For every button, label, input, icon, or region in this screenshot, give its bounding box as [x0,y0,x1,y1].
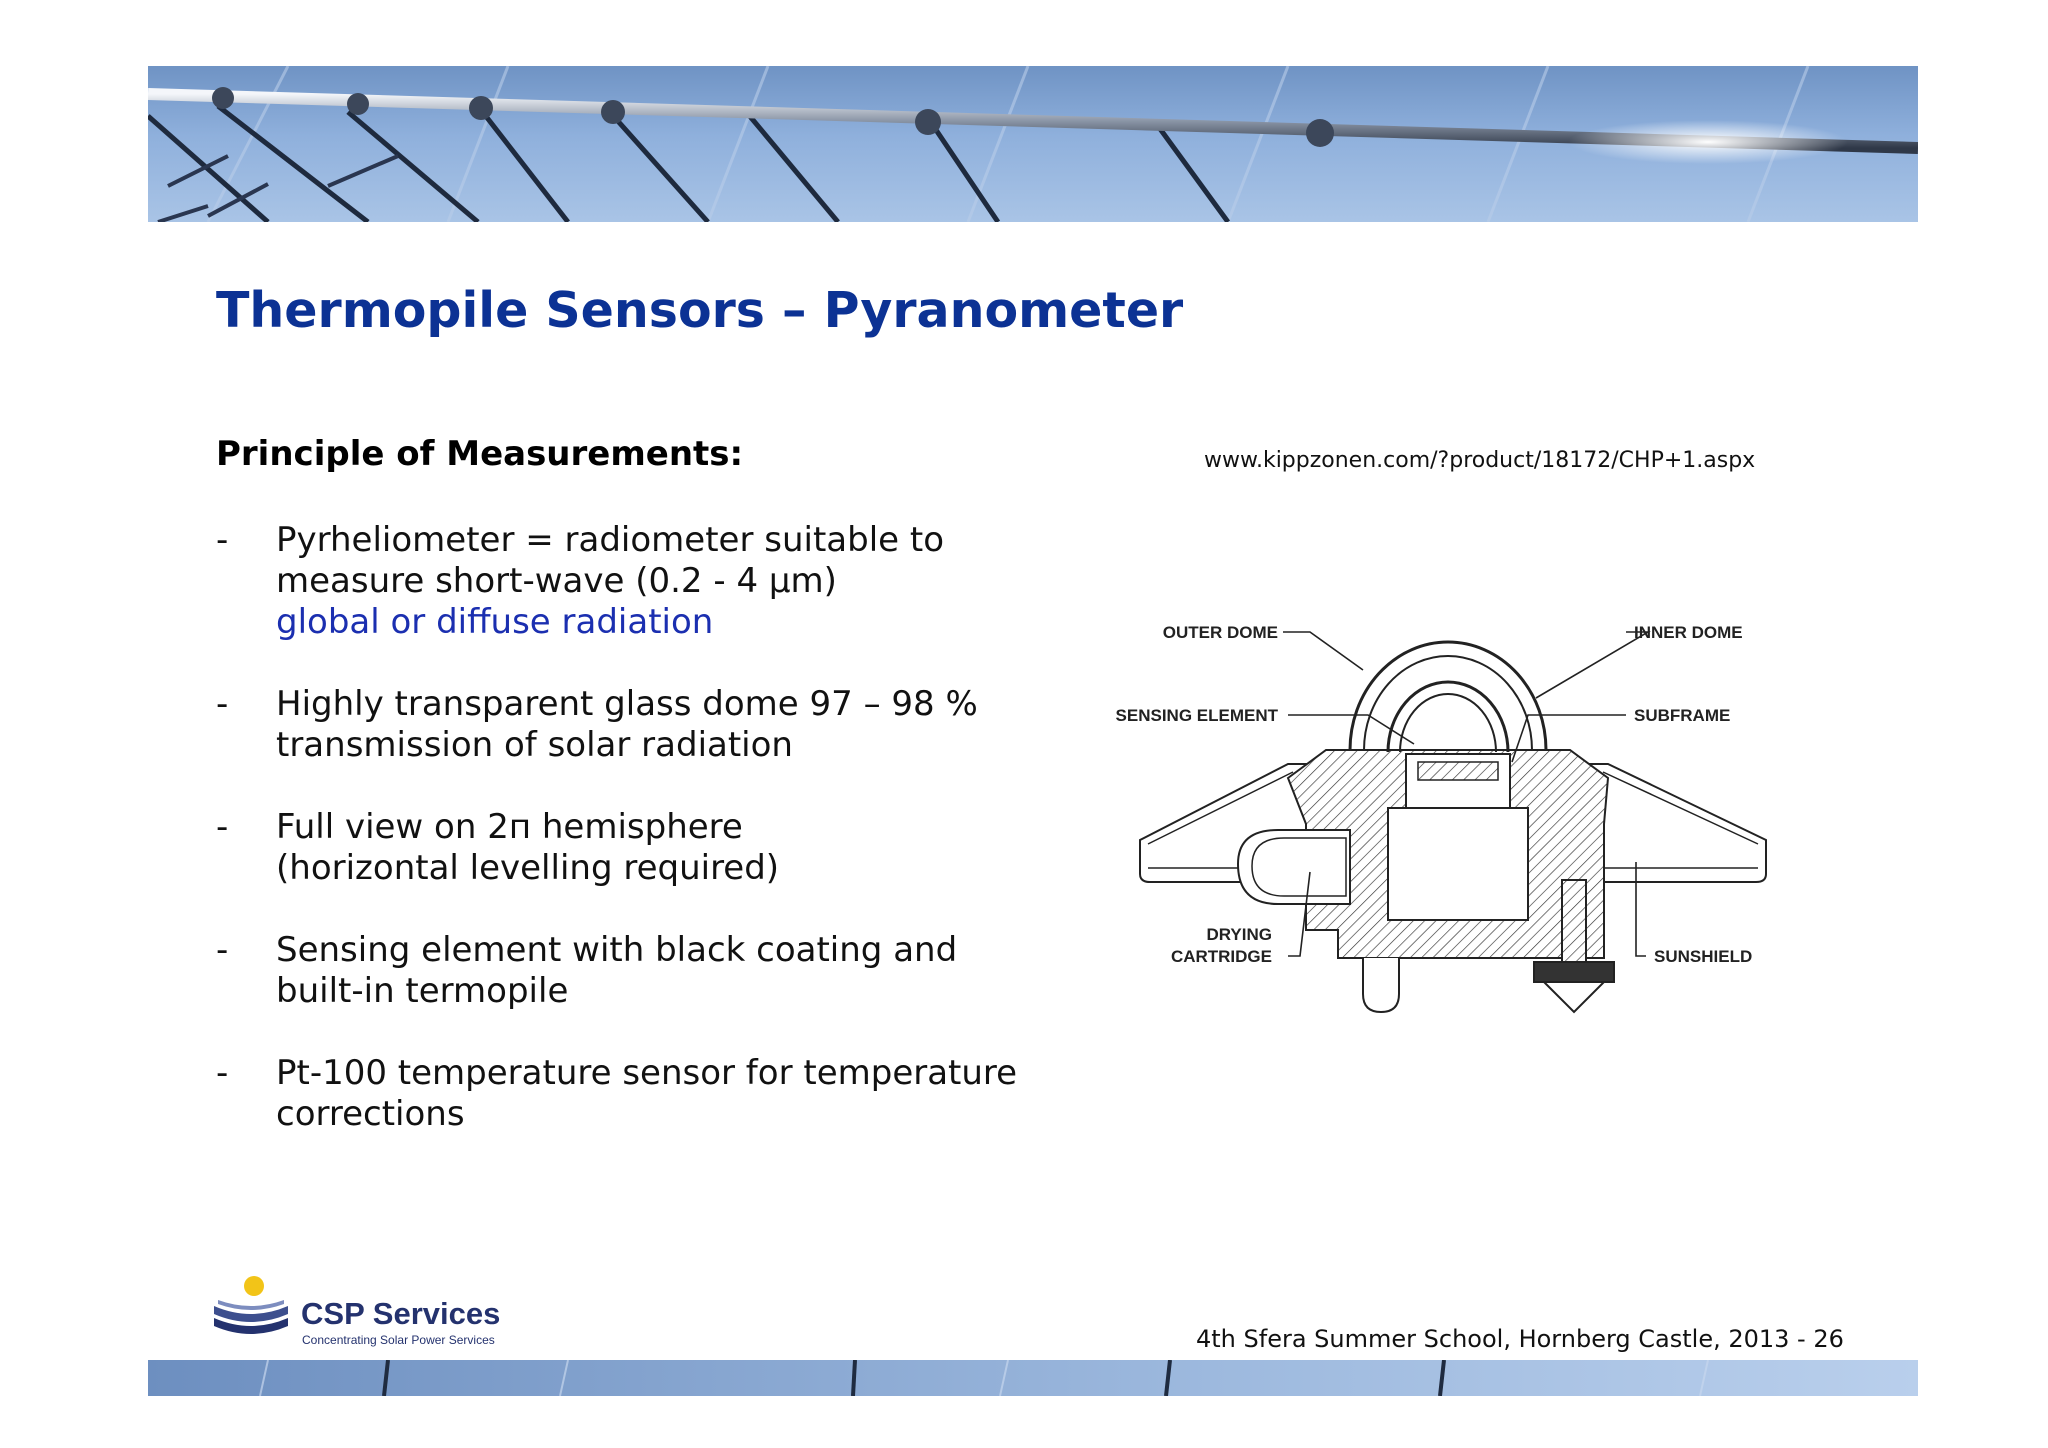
inner-dome-shape [1388,682,1508,752]
bullet-dash: - [216,1053,229,1093]
source-url: www.kippzonen.com/?product/18172/CHP+1.aspx [1204,448,1756,473]
label-sensing-element: SENSING ELEMENT [1115,706,1278,725]
bullet-item [216,684,1096,766]
bullet-line: built-in termopile [276,971,569,1011]
bullet-dash: - [216,684,229,724]
bullet-line: Sensing element with black coating and [276,930,958,970]
bullet-item [216,930,1096,1012]
bullet-line: Full view on 2п hemisphere [276,807,743,847]
bullet-item [216,807,1096,889]
bullet-dash: - [216,930,229,970]
bullet-line: Pt-100 temperature sensor for temperature [276,1053,1018,1093]
header-banner-image [148,66,1918,222]
bullet-line: (horizontal levelling required) [276,848,780,888]
bullet-item [216,1053,1096,1135]
logo-tagline: Concentrating Solar Power Services [302,1333,495,1347]
footer-banner-image [148,1360,1918,1396]
section-heading: Principle of Measurements: [216,434,744,474]
bullet-highlight: global or diffuse radiation [276,602,714,642]
label-drying: DRYING [1206,925,1272,944]
logo-sun-icon [244,1276,264,1296]
label-cartridge: CARTRIDGE [1170,947,1272,966]
bullet-dash: - [216,520,229,560]
slide-title: Thermopile Sensors – Pyranometer [216,282,1184,339]
label-outer-dome: OUTER DOME [1162,623,1278,642]
bullet-line: measure short-wave (0.2 - 4 µm) [276,561,837,601]
bullet-item [216,520,1096,643]
bullet-line: transmission of solar radiation [276,725,793,765]
logo-name: CSP Services [301,1296,501,1331]
bullet-line: Highly transparent glass dome 97 – 98 % [276,684,978,724]
bullet-line: Pyrheliometer = radiometer suitable to [276,520,945,560]
bullet-dash: - [216,807,229,847]
label-sunshield: SUNSHIELD [1654,947,1753,966]
pyranometer-diagram [1088,612,1808,1022]
drying-cartridge-shape [1238,830,1350,904]
label-inner-dome: INNER DOME [1634,623,1743,642]
bullet-list [216,520,1096,1176]
footer-text: 4th Sfera Summer School, Hornberg Castle, 2013 - 26 [1196,1325,1844,1353]
bullet-line: corrections [276,1094,465,1134]
label-subframe: SUBFRAME [1634,706,1731,725]
